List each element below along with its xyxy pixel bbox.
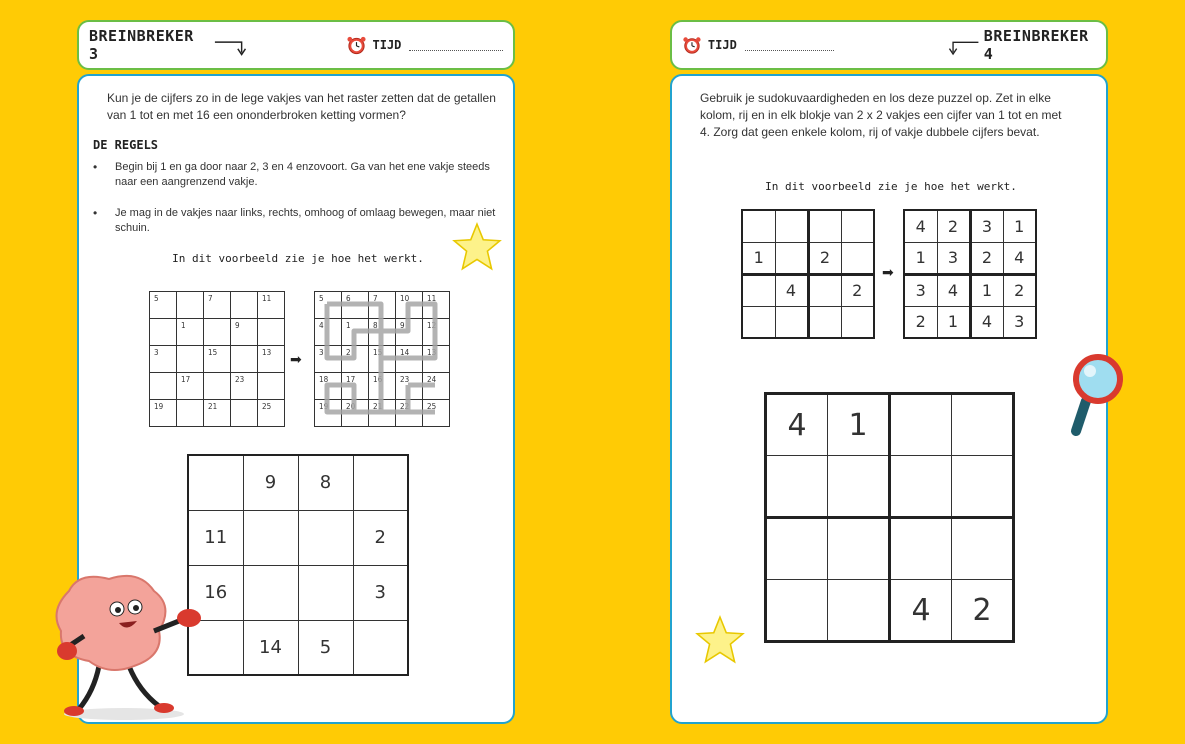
grid-row [188, 565, 408, 620]
grid-cell: 3 [150, 346, 177, 373]
grid-cell[interactable] [828, 456, 890, 518]
grid-cell: 9 [396, 319, 423, 346]
grid-row [150, 373, 285, 400]
grid-cell[interactable] [258, 373, 285, 400]
example-solved-grid [314, 291, 450, 427]
grid-cell: 15 [369, 346, 396, 373]
grid-cell: 24 [423, 373, 450, 400]
chain-puzzle-grid[interactable] [187, 454, 409, 676]
left-tijd-field[interactable] [409, 39, 503, 51]
grid-cell[interactable] [150, 319, 177, 346]
grid-cell: 1 [904, 242, 937, 274]
grid-row [315, 373, 450, 400]
grid-row [904, 274, 1036, 306]
grid-row [742, 274, 874, 306]
grid-cell[interactable] [766, 456, 828, 518]
grid-cell: 1 [970, 274, 1003, 306]
grid-cell: 25 [258, 400, 285, 427]
sudoku-puzzle-grid[interactable] [764, 392, 1015, 643]
grid-cell: 11 [188, 510, 243, 565]
grid-cell: 12 [423, 319, 450, 346]
grid-cell[interactable] [231, 346, 258, 373]
arrow-down-left-icon [944, 34, 980, 56]
grid-row [150, 319, 285, 346]
grid-cell: 4 [315, 319, 342, 346]
grid-cell[interactable] [742, 210, 775, 242]
grid-cell[interactable] [890, 456, 952, 518]
right-title: BREINBREKER 4 [983, 27, 1089, 63]
grid-row [766, 456, 1014, 518]
rule-item [93, 206, 503, 236]
grid-row [766, 518, 1014, 580]
grid-cell[interactable] [775, 306, 808, 338]
grid-cell: 4 [775, 274, 808, 306]
grid-cell[interactable] [177, 292, 204, 319]
sudoku-example-start-grid [741, 209, 875, 339]
grid-cell[interactable] [177, 346, 204, 373]
grid-cell: 2 [937, 210, 970, 242]
grid-row [904, 306, 1036, 338]
grid-cell[interactable] [204, 373, 231, 400]
left-header [77, 20, 515, 70]
grid-cell: 2 [841, 274, 874, 306]
left-tijd-label: TIJD [372, 38, 402, 52]
grid-cell[interactable] [841, 306, 874, 338]
grid-cell: 13 [258, 346, 285, 373]
grid-cell: 1 [177, 319, 204, 346]
grid-cell: 15 [204, 346, 231, 373]
grid-cell: 4 [970, 306, 1003, 338]
grid-cell[interactable] [188, 455, 243, 510]
grid-cell[interactable] [890, 518, 952, 580]
arrow-down-right-icon [213, 34, 251, 56]
grid-cell[interactable] [258, 319, 285, 346]
grid-cell[interactable] [952, 456, 1014, 518]
grid-cell[interactable] [766, 580, 828, 642]
grid-row [742, 306, 874, 338]
grid-cell: 2 [342, 346, 369, 373]
grid-cell[interactable] [742, 274, 775, 306]
grid-cell: 16 [369, 373, 396, 400]
grid-row [188, 510, 408, 565]
arrow-right-icon: ➡ [290, 351, 302, 367]
grid-cell: 4 [890, 580, 952, 642]
grid-cell[interactable] [204, 319, 231, 346]
example-start-grid [149, 291, 285, 427]
left-intro: Kun je de cijfers zo in de lege vakjes van het raster zetten dat de getallen van 1 tot en met 16 een ononderbroken ketting vormen? [107, 91, 496, 122]
grid-cell: 3 [904, 274, 937, 306]
rule-item [93, 160, 503, 190]
grid-cell: 13 [423, 346, 450, 373]
grid-cell: 18 [315, 373, 342, 400]
left-example-label: In dit voorbeeld zie je hoe het werkt. [172, 252, 424, 265]
grid-cell: 2 [353, 510, 408, 565]
grid-cell[interactable] [808, 210, 841, 242]
bullet-icon: • [93, 206, 98, 220]
grid-cell: 25 [423, 400, 450, 427]
grid-cell: 3 [315, 346, 342, 373]
grid-cell[interactable] [298, 565, 353, 620]
grid-cell[interactable] [766, 518, 828, 580]
grid-cell[interactable] [243, 565, 298, 620]
grid-cell: 2 [1003, 274, 1036, 306]
grid-cell: 5 [298, 620, 353, 675]
grid-cell[interactable] [952, 518, 1014, 580]
star-icon [694, 614, 746, 666]
grid-cell[interactable] [177, 400, 204, 427]
grid-cell: 9 [243, 455, 298, 510]
grid-cell: 21 [204, 400, 231, 427]
left-body [77, 74, 515, 724]
grid-cell[interactable] [150, 373, 177, 400]
grid-cell[interactable] [828, 580, 890, 642]
grid-cell: 16 [188, 565, 243, 620]
grid-cell: 19 [150, 400, 177, 427]
right-tijd-label: TIJD [707, 38, 737, 52]
grid-cell: 5 [315, 292, 342, 319]
grid-cell: 1 [342, 319, 369, 346]
grid-row [188, 455, 408, 510]
grid-cell: 17 [177, 373, 204, 400]
grid-row [766, 394, 1014, 456]
grid-cell[interactable] [353, 455, 408, 510]
magnifying-glass-icon [1066, 351, 1126, 441]
grid-cell: 4 [766, 394, 828, 456]
grid-cell[interactable] [353, 620, 408, 675]
grid-cell: 7 [204, 292, 231, 319]
grid-cell: 11 [258, 292, 285, 319]
star-icon [451, 221, 503, 273]
grid-cell[interactable] [841, 210, 874, 242]
grid-cell: 3 [353, 565, 408, 620]
grid-cell: 7 [369, 292, 396, 319]
grid-cell: 1 [828, 394, 890, 456]
grid-row [904, 242, 1036, 274]
grid-cell[interactable] [890, 394, 952, 456]
grid-cell: 4 [1003, 242, 1036, 274]
grid-cell: 6 [342, 292, 369, 319]
grid-row [150, 292, 285, 319]
grid-cell: 9 [231, 319, 258, 346]
grid-cell: 8 [369, 319, 396, 346]
right-intro: Gebruik je sudokuvaardigheden en los deze puzzel op. Zet in elke kolom, rij en in elk blokje van 2 x 2 vakjes een cijfer van 1 tot en met 4. Zorg dat geen enkele kolom, rij of vakje dubbele cijfers bevat. [700, 91, 1062, 139]
grid-row [742, 210, 874, 242]
grid-row [150, 346, 285, 373]
left-title: BREINBREKER 3 [89, 27, 194, 63]
sudoku-example-solved-grid [903, 209, 1037, 339]
grid-row [315, 400, 450, 427]
grid-cell: 19 [315, 400, 342, 427]
grid-cell: 22 [396, 400, 423, 427]
right-body [670, 74, 1108, 724]
grid-cell: 5 [150, 292, 177, 319]
grid-cell[interactable] [742, 306, 775, 338]
right-tijd-field[interactable] [745, 39, 834, 51]
grid-cell[interactable] [243, 510, 298, 565]
grid-row [315, 292, 450, 319]
grid-cell[interactable] [808, 274, 841, 306]
rule-text: Je mag in de vakjes naar links, rechts, omhoog of omlaag bewegen, maar niet schuin. [115, 207, 496, 234]
grid-cell: 1 [742, 242, 775, 274]
grid-cell[interactable] [775, 242, 808, 274]
grid-cell: 4 [937, 274, 970, 306]
grid-cell[interactable] [231, 292, 258, 319]
grid-cell[interactable] [828, 518, 890, 580]
grid-cell: 3 [937, 242, 970, 274]
grid-row [150, 400, 285, 427]
grid-row [766, 580, 1014, 642]
grid-cell[interactable] [952, 394, 1014, 456]
rules-heading: DE REGELS [93, 138, 159, 152]
grid-row [742, 242, 874, 274]
grid-cell: 17 [342, 373, 369, 400]
grid-cell[interactable] [231, 400, 258, 427]
grid-cell: 14 [243, 620, 298, 675]
grid-row [904, 210, 1036, 242]
grid-cell: 3 [1003, 306, 1036, 338]
alarm-clock-icon [346, 34, 367, 56]
grid-cell: 23 [396, 373, 423, 400]
grid-cell[interactable] [775, 210, 808, 242]
grid-cell: 10 [396, 292, 423, 319]
grid-cell: 11 [423, 292, 450, 319]
grid-cell: 23 [231, 373, 258, 400]
rule-text: Begin bij 1 en ga door naar 2, 3 en 4 enzovoort. Ga van het ene vakje steeds naar een aangrenzend vakje. [115, 161, 490, 188]
grid-row [315, 319, 450, 346]
grid-cell: 20 [342, 400, 369, 427]
grid-cell: 21 [369, 400, 396, 427]
grid-cell[interactable] [298, 510, 353, 565]
boxing-brain-mascot-icon [39, 571, 209, 721]
right-example-label: In dit voorbeeld zie je hoe het werkt. [765, 180, 1017, 193]
grid-cell: 1 [937, 306, 970, 338]
grid-row [315, 346, 450, 373]
grid-cell: 2 [904, 306, 937, 338]
alarm-clock-icon [682, 34, 702, 56]
grid-cell: 2 [952, 580, 1014, 642]
grid-cell: 14 [396, 346, 423, 373]
grid-row [188, 620, 408, 675]
grid-cell[interactable] [808, 306, 841, 338]
right-header [670, 20, 1108, 70]
bullet-icon: • [93, 160, 98, 174]
grid-cell: 2 [970, 242, 1003, 274]
grid-cell: 1 [1003, 210, 1036, 242]
grid-cell: 4 [904, 210, 937, 242]
grid-cell[interactable] [841, 242, 874, 274]
arrow-right-icon: ➡ [882, 264, 894, 280]
grid-cell: 8 [298, 455, 353, 510]
grid-cell: 3 [970, 210, 1003, 242]
grid-cell: 2 [808, 242, 841, 274]
